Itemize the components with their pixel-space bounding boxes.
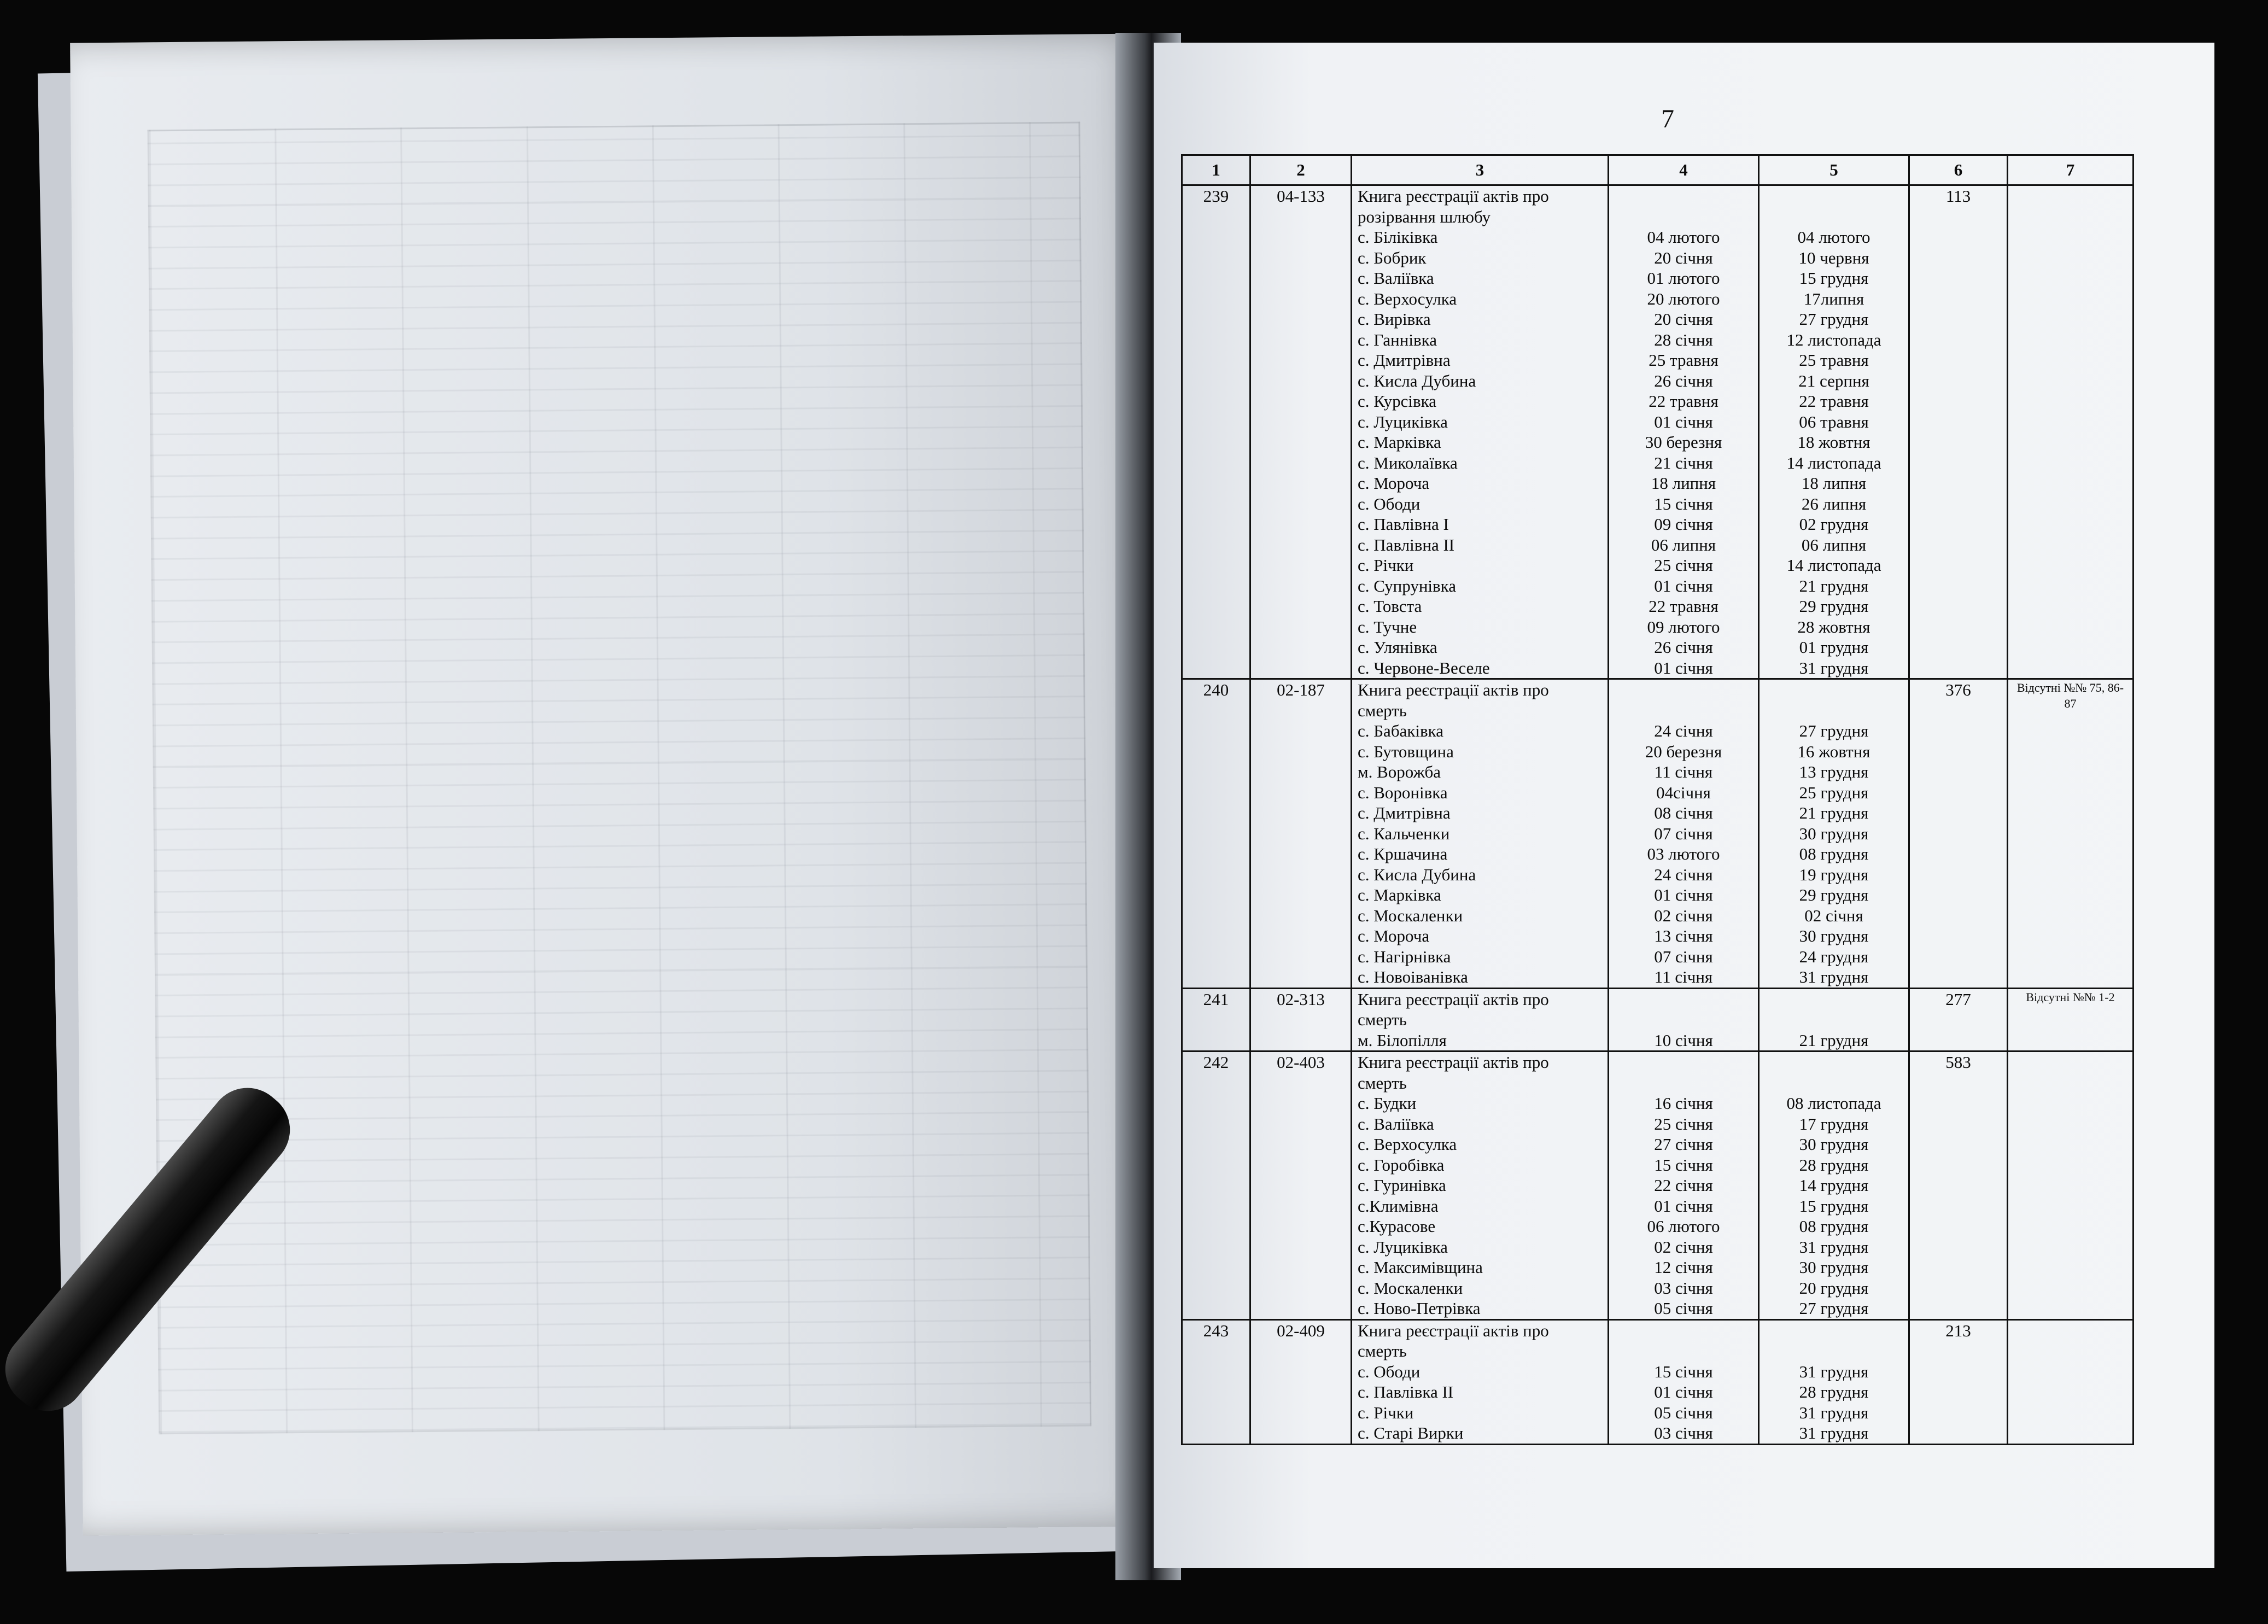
start-date: 12 січня	[1654, 1258, 1713, 1277]
place-name: с. Мороча	[1358, 474, 1430, 493]
end-date: 15 грудня	[1799, 268, 1869, 288]
place-name: с. Дмитрівна	[1358, 350, 1451, 370]
place-name: с. Товста	[1358, 597, 1422, 616]
end-date: 15 грудня	[1799, 1196, 1869, 1216]
start-date: 15 січня	[1654, 494, 1713, 513]
end-date: 10 червня	[1798, 248, 1869, 267]
spacer	[1615, 207, 1752, 227]
header-cell: 5	[1759, 155, 1909, 185]
end-date: 29 грудня	[1799, 597, 1869, 616]
record-note	[2008, 185, 2133, 679]
start-dates	[1609, 185, 1759, 679]
place-name: с. Новоіванівка	[1358, 967, 1468, 986]
start-date: 07 січня	[1654, 823, 1713, 843]
record-count: 113	[1909, 185, 2008, 679]
place-name: с. Річки	[1358, 556, 1414, 575]
place-name: с. Луциківка	[1358, 1237, 1448, 1257]
record-count: 213	[1909, 1319, 2008, 1444]
start-date: 01 січня	[1654, 576, 1713, 595]
start-dates	[1609, 988, 1759, 1051]
place-name: с. Старі Вирки	[1358, 1423, 1464, 1442]
end-date: 27 грудня	[1799, 721, 1869, 740]
start-date: 01 січня	[1654, 1382, 1713, 1401]
start-date: 09 лютого	[1647, 617, 1720, 636]
place-name: м. Ворожба	[1358, 762, 1441, 781]
place-name: с. Павлівна І	[1358, 515, 1449, 534]
start-date: 22 травня	[1649, 392, 1718, 411]
table-row	[1182, 185, 2133, 679]
start-date: 01 січня	[1654, 658, 1713, 677]
start-date: 20 лютого	[1647, 289, 1720, 308]
end-date: 31 грудня	[1799, 658, 1869, 677]
book-title-line: Книга реєстрації актів про	[1358, 989, 1549, 1009]
spacer	[1615, 1341, 1752, 1362]
place-name: с. Москаленки	[1358, 906, 1463, 925]
place-name: с. Павлівна ІІ	[1358, 535, 1455, 554]
spacer	[1765, 700, 1903, 721]
place-name: с.Климівна	[1358, 1196, 1439, 1216]
place-name: с. Верхосулка	[1358, 289, 1457, 308]
record-note: Відсутні №№ 1-2	[2008, 988, 2133, 1051]
book-title-line: смерть	[1358, 700, 1407, 720]
place-name: с. Ободи	[1358, 494, 1421, 513]
record-note	[2008, 1051, 2133, 1320]
header-cell: 6	[1909, 155, 2008, 185]
start-date: 03 лютого	[1647, 844, 1720, 863]
place-name: с. Ободи	[1358, 1362, 1421, 1381]
header-cell: 7	[2008, 155, 2133, 185]
spacer	[1615, 1052, 1752, 1073]
end-dates	[1759, 1051, 1909, 1320]
end-date: 30 грудня	[1799, 823, 1869, 843]
start-date: 04 лютого	[1647, 227, 1720, 247]
end-date: 31 грудня	[1799, 967, 1869, 986]
end-date: 13 грудня	[1799, 762, 1869, 781]
start-date: 08 січня	[1654, 803, 1713, 822]
end-dates	[1759, 185, 1909, 679]
record-note: Відсутні №№ 75, 86-87	[2008, 679, 2133, 989]
start-date: 11 січня	[1654, 762, 1713, 781]
start-dates	[1609, 1051, 1759, 1320]
register-table	[1181, 154, 2134, 1445]
end-date: 02 січня	[1804, 906, 1863, 925]
table-row	[1182, 1051, 2133, 1320]
start-date: 09 січня	[1654, 515, 1713, 534]
end-date: 20 грудня	[1799, 1278, 1869, 1298]
record-description	[1352, 679, 1609, 989]
page-number: 7	[1661, 104, 1674, 133]
place-name: с. Бабаківка	[1358, 721, 1444, 740]
table-row	[1182, 1319, 2133, 1444]
spacer	[1615, 700, 1752, 721]
end-date: 28 жовтня	[1797, 617, 1870, 636]
place-name: с. Кисла Дубина	[1358, 371, 1476, 390]
place-name: с. Миколаївка	[1358, 453, 1458, 472]
start-dates	[1609, 1319, 1759, 1444]
record-number: 242	[1182, 1051, 1250, 1320]
end-date: 28 грудня	[1799, 1382, 1869, 1401]
book-title-line: Книга реєстрації актів про	[1358, 1321, 1549, 1340]
place-name: с. Валіївка	[1358, 268, 1434, 288]
spacer	[1765, 1052, 1903, 1073]
start-date: 26 січня	[1654, 371, 1713, 390]
start-date: 15 січня	[1654, 1362, 1713, 1381]
start-date: 16 січня	[1654, 1094, 1713, 1113]
start-date: 01 лютого	[1647, 268, 1720, 288]
place-name: с. Нагірнівка	[1358, 947, 1451, 966]
end-date: 17 грудня	[1799, 1114, 1869, 1134]
end-date: 16 жовтня	[1797, 741, 1870, 761]
start-date: 02 січня	[1654, 1237, 1713, 1257]
start-date: 25 січня	[1654, 1114, 1713, 1134]
end-date: 25 грудня	[1799, 782, 1869, 802]
place-name: с. Павлівка ІІ	[1358, 1382, 1454, 1401]
start-date: 27 січня	[1654, 1135, 1713, 1154]
end-date: 27 грудня	[1799, 1299, 1869, 1318]
end-date: 18 липня	[1801, 474, 1867, 493]
place-name: с. Дмитрівна	[1358, 803, 1451, 822]
place-name: с.Курасове	[1358, 1217, 1436, 1236]
start-date: 01 січня	[1654, 1196, 1713, 1216]
end-dates	[1759, 988, 1909, 1051]
end-dates	[1759, 679, 1909, 989]
start-date: 25 травня	[1649, 350, 1718, 370]
end-date: 14 листопада	[1786, 556, 1881, 575]
start-date: 03 січня	[1654, 1423, 1713, 1442]
spacer	[1615, 680, 1752, 700]
end-date: 30 грудня	[1799, 1258, 1869, 1277]
record-note	[2008, 1319, 2133, 1444]
place-name: с. Бутовщина	[1358, 741, 1454, 761]
end-date: 04 лютого	[1797, 227, 1870, 247]
spacer	[1765, 680, 1903, 700]
start-date: 06 лютого	[1647, 1217, 1720, 1236]
header-cell: 4	[1609, 155, 1759, 185]
end-date: 30 грудня	[1799, 926, 1869, 945]
record-description	[1352, 185, 1609, 679]
start-date: 01 січня	[1654, 412, 1713, 431]
table-row	[1182, 679, 2133, 989]
place-name: с. Максимівщина	[1358, 1258, 1483, 1277]
start-date: 25 січня	[1654, 556, 1713, 575]
bleed-through-table	[148, 121, 1092, 1434]
record-code: 02-313	[1250, 988, 1352, 1051]
place-name: с. Кисла Дубина	[1358, 864, 1476, 884]
end-date: 01 грудня	[1799, 638, 1869, 657]
end-dates	[1759, 1319, 1909, 1444]
start-date: 22 січня	[1654, 1176, 1713, 1195]
end-date: 18 жовтня	[1797, 433, 1870, 452]
place-name: м. Білопілля	[1358, 1030, 1447, 1050]
book-title-line: Книга реєстрації актів про	[1358, 680, 1549, 699]
place-name: с. Валіївка	[1358, 1114, 1434, 1134]
book-title-line: Книга реєстрації актів про	[1358, 1053, 1549, 1072]
spacer	[1765, 186, 1903, 207]
place-name: с. Супрунівка	[1358, 576, 1457, 595]
header-cell: 2	[1250, 155, 1352, 185]
end-date: 21 серпня	[1798, 371, 1869, 390]
end-date: 08 листопада	[1786, 1094, 1881, 1113]
end-date: 31 грудня	[1799, 1237, 1869, 1257]
start-date: 15 січня	[1654, 1155, 1713, 1175]
start-date: 11 січня	[1654, 967, 1713, 986]
spacer	[1765, 1321, 1903, 1341]
place-name: с. Ганнівка	[1358, 330, 1437, 349]
record-count: 376	[1909, 679, 2008, 989]
start-date: 10 січня	[1654, 1030, 1713, 1050]
record-code: 02-403	[1250, 1051, 1352, 1320]
spacer	[1765, 207, 1903, 227]
start-date: 28 січня	[1654, 330, 1713, 349]
end-date: 24 грудня	[1799, 947, 1869, 966]
place-name: с. Марківка	[1358, 433, 1441, 452]
place-name: с. Марківка	[1358, 885, 1441, 904]
record-description	[1352, 1319, 1609, 1444]
start-date: 05 січня	[1654, 1299, 1713, 1318]
place-name: с. Кальченки	[1358, 823, 1450, 843]
end-date: 25 травня	[1799, 350, 1869, 370]
end-date: 27 грудня	[1799, 309, 1869, 329]
start-date: 26 січня	[1654, 638, 1713, 657]
place-name: с. Червоне-Веселе	[1358, 658, 1490, 677]
end-date: 26 липня	[1801, 494, 1867, 513]
spacer	[1765, 1009, 1903, 1030]
end-date: 31 грудня	[1799, 1423, 1869, 1442]
start-date: 20 січня	[1654, 309, 1713, 329]
record-number: 243	[1182, 1319, 1250, 1444]
record-code: 02-187	[1250, 679, 1352, 989]
spacer	[1765, 1341, 1903, 1362]
record-number: 241	[1182, 988, 1250, 1051]
start-date: 07 січня	[1654, 947, 1713, 966]
start-date: 04січня	[1656, 782, 1711, 802]
place-name: с. Гуринівка	[1358, 1176, 1446, 1195]
start-date: 30 березня	[1645, 433, 1722, 452]
place-name: с. Воронівка	[1358, 782, 1448, 802]
spacer	[1615, 1009, 1752, 1030]
start-date: 05 січня	[1654, 1403, 1713, 1422]
end-date: 21 грудня	[1799, 576, 1869, 595]
start-date: 01 січня	[1654, 885, 1713, 904]
end-date: 02 грудня	[1799, 515, 1869, 534]
spacer	[1765, 1073, 1903, 1094]
spacer	[1615, 186, 1752, 207]
start-date: 20 січня	[1654, 248, 1713, 267]
end-date: 31 грудня	[1799, 1362, 1869, 1381]
book-title-line: смерть	[1358, 1010, 1407, 1029]
start-date: 22 травня	[1649, 597, 1718, 616]
end-date: 22 травня	[1799, 392, 1869, 411]
record-description	[1352, 1051, 1609, 1320]
record-code: 02-409	[1250, 1319, 1352, 1444]
start-date: 21 січня	[1654, 453, 1713, 472]
place-name: с. Вирівка	[1358, 309, 1431, 329]
record-count: 277	[1909, 988, 2008, 1051]
end-date: 14 листопада	[1786, 453, 1881, 472]
place-name: с. Будки	[1358, 1094, 1417, 1113]
place-name: с. Бобрик	[1358, 248, 1427, 267]
end-date: 29 грудня	[1799, 885, 1869, 904]
end-date: 28 грудня	[1799, 1155, 1869, 1175]
start-date: 24 січня	[1654, 864, 1713, 884]
end-date: 19 грудня	[1799, 864, 1869, 884]
place-name: с. Ново-Петрівка	[1358, 1299, 1481, 1318]
end-date: 08 грудня	[1799, 1217, 1869, 1236]
table-row	[1182, 988, 2133, 1051]
place-name: с. Луциківка	[1358, 412, 1448, 431]
book-title-line: розірвання шлюбу	[1358, 207, 1491, 226]
start-date: 20 березня	[1645, 741, 1722, 761]
left-page-bleed-through	[70, 33, 1155, 1535]
spacer	[1615, 989, 1752, 1010]
start-date: 18 липня	[1651, 474, 1716, 493]
start-dates	[1609, 679, 1759, 989]
end-date: 14 грудня	[1799, 1176, 1869, 1195]
register-body	[1182, 185, 2133, 1445]
spacer	[1615, 1321, 1752, 1341]
end-date: 31 грудня	[1799, 1403, 1869, 1422]
book-title-line: смерть	[1358, 1341, 1407, 1360]
start-date: 24 січня	[1654, 721, 1713, 740]
place-name: с. Курсівка	[1358, 392, 1436, 411]
end-date: 21 грудня	[1799, 1030, 1869, 1050]
header-cell: 1	[1182, 155, 1250, 185]
place-name: с. Річки	[1358, 1403, 1414, 1422]
place-name: с. Горобівка	[1358, 1155, 1445, 1175]
spacer	[1765, 989, 1903, 1010]
place-name: с. Біліківка	[1358, 227, 1438, 247]
header-cell: 3	[1352, 155, 1609, 185]
spacer	[1615, 1073, 1752, 1094]
end-date: 21 грудня	[1799, 803, 1869, 822]
place-name: с. Кршачина	[1358, 844, 1448, 863]
header-row	[1182, 155, 2133, 185]
record-description	[1352, 988, 1609, 1051]
place-name: с. Тучне	[1358, 617, 1417, 636]
place-name: с. Мороча	[1358, 926, 1430, 945]
end-date: 06 липня	[1801, 535, 1867, 554]
record-number: 239	[1182, 185, 1250, 679]
start-date: 03 січня	[1654, 1278, 1713, 1298]
record-number: 240	[1182, 679, 1250, 989]
end-date: 12 листопада	[1786, 330, 1881, 349]
end-date: 08 грудня	[1799, 844, 1869, 863]
end-date: 30 грудня	[1799, 1135, 1869, 1154]
record-count: 583	[1909, 1051, 2008, 1320]
record-code: 04-133	[1250, 185, 1352, 679]
start-date: 13 січня	[1654, 926, 1713, 945]
book-title-line: Книга реєстрації актів про	[1358, 186, 1549, 206]
end-date: 17липня	[1803, 289, 1864, 308]
place-name: с. Москаленки	[1358, 1278, 1463, 1298]
place-name: с. Улянівка	[1358, 638, 1437, 657]
book-title-line: смерть	[1358, 1073, 1407, 1093]
end-date: 06 травня	[1799, 412, 1869, 431]
place-name: с. Верхосулка	[1358, 1135, 1457, 1154]
start-date: 02 січня	[1654, 906, 1713, 925]
start-date: 06 липня	[1651, 535, 1716, 554]
